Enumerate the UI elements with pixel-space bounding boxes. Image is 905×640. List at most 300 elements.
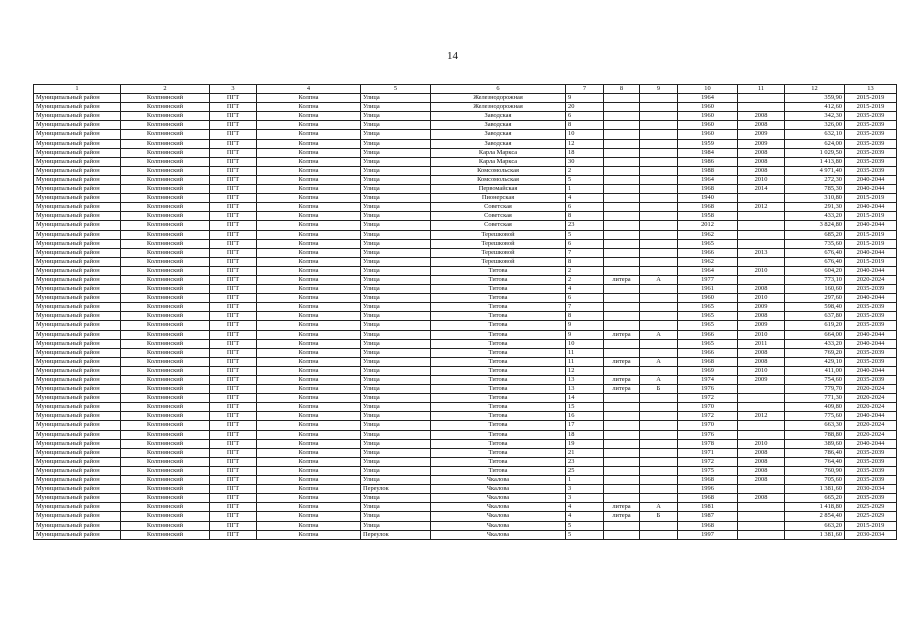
- cell-district-type: Муниципальный район: [34, 94, 121, 103]
- cell-year-built: 1969: [678, 366, 738, 375]
- cell-district-name: Колпнянский: [121, 148, 210, 157]
- cell-year-built: 2012: [678, 221, 738, 230]
- cell-district-type: Муниципальный район: [34, 512, 121, 521]
- cell-letter: [640, 321, 678, 330]
- cell-settlement-type: ПГТ: [210, 357, 257, 366]
- cell-year-built: 1968: [678, 476, 738, 485]
- cell-house-number: 16: [566, 412, 604, 421]
- cell-settlement-name: Колпна: [257, 103, 361, 112]
- table-row: [34, 157, 897, 166]
- cell-settlement-type: ПГТ: [210, 175, 257, 184]
- cell-period: 2035-2039: [845, 303, 897, 312]
- cell-period: 2030-2034: [845, 485, 897, 494]
- cell-year-repaired: [738, 103, 785, 112]
- cell-house-number: 7: [566, 303, 604, 312]
- cell-letter-label: литера: [604, 376, 640, 385]
- cell-district-type: Муниципальный район: [34, 239, 121, 248]
- cell-area: 735,60: [785, 239, 845, 248]
- cell-period: 2035-2039: [845, 494, 897, 503]
- cell-district-name: Колпнянский: [121, 303, 210, 312]
- cell-settlement-name: Колпна: [257, 494, 361, 503]
- cell-settlement-name: Колпна: [257, 203, 361, 212]
- cell-street-name: Титова: [431, 348, 566, 357]
- cell-district-name: Колпнянский: [121, 385, 210, 394]
- table-row: [34, 266, 897, 275]
- cell-year-built: 1996: [678, 485, 738, 494]
- cell-letter-label: литера: [604, 275, 640, 284]
- cell-district-type: Муниципальный район: [34, 457, 121, 466]
- cell-period: 2035-2039: [845, 166, 897, 175]
- cell-year-built: 1965: [678, 303, 738, 312]
- cell-settlement-name: Колпна: [257, 457, 361, 466]
- cell-letter-label: [604, 203, 640, 212]
- cell-letter-label: [604, 266, 640, 275]
- cell-settlement-name: Колпна: [257, 230, 361, 239]
- cell-period: 2040-2044: [845, 203, 897, 212]
- cell-year-built: 1981: [678, 503, 738, 512]
- cell-district-type: Муниципальный район: [34, 348, 121, 357]
- cell-street-name: Первомайская: [431, 185, 566, 194]
- cell-street-type: Улица: [361, 121, 431, 130]
- cell-house-number: 23: [566, 457, 604, 466]
- cell-year-repaired: 2010: [738, 266, 785, 275]
- cell-settlement-type: ПГТ: [210, 194, 257, 203]
- cell-period: 2040-2044: [845, 366, 897, 375]
- cell-year-built: 1959: [678, 139, 738, 148]
- cell-settlement-type: ПГТ: [210, 512, 257, 521]
- cell-year-repaired: 2008: [738, 457, 785, 466]
- cell-period: 2040-2044: [845, 185, 897, 194]
- cell-area: 637,80: [785, 312, 845, 321]
- cell-settlement-type: ПГТ: [210, 294, 257, 303]
- cell-house-number: 6: [566, 203, 604, 212]
- cell-district-type: Муниципальный район: [34, 339, 121, 348]
- cell-district-name: Колпнянский: [121, 294, 210, 303]
- cell-year-repaired: 2009: [738, 303, 785, 312]
- cell-district-name: Колпнянский: [121, 94, 210, 103]
- cell-settlement-name: Колпна: [257, 175, 361, 184]
- cell-district-name: Колпнянский: [121, 394, 210, 403]
- cell-street-type: Улица: [361, 285, 431, 294]
- cell-street-type: Улица: [361, 275, 431, 284]
- cell-letter: А: [640, 376, 678, 385]
- cell-period: 2020-2024: [845, 421, 897, 430]
- table-row: [34, 476, 897, 485]
- cell-settlement-name: Колпна: [257, 503, 361, 512]
- cell-year-repaired: 2013: [738, 248, 785, 257]
- cell-district-type: Муниципальный район: [34, 166, 121, 175]
- cell-street-name: Титова: [431, 421, 566, 430]
- cell-street-name: Советская: [431, 212, 566, 221]
- cell-street-type: Улица: [361, 103, 431, 112]
- cell-period: 2035-2039: [845, 357, 897, 366]
- cell-district-name: Колпнянский: [121, 457, 210, 466]
- cell-letter-label: [604, 285, 640, 294]
- cell-settlement-type: ПГТ: [210, 166, 257, 175]
- cell-house-number: 5: [566, 175, 604, 184]
- cell-house-number: 8: [566, 312, 604, 321]
- cell-settlement-name: Колпна: [257, 512, 361, 521]
- cell-area: 2 854,40: [785, 512, 845, 521]
- cell-period: 2035-2039: [845, 476, 897, 485]
- cell-year-built: 1960: [678, 103, 738, 112]
- cell-year-repaired: [738, 385, 785, 394]
- cell-year-repaired: [738, 403, 785, 412]
- cell-letter: [640, 394, 678, 403]
- cell-house-number: 6: [566, 294, 604, 303]
- cell-street-type: Улица: [361, 221, 431, 230]
- cell-street-name: Титова: [431, 275, 566, 284]
- cell-area: 676,40: [785, 248, 845, 257]
- cell-district-type: Муниципальный район: [34, 466, 121, 475]
- cell-letter: [640, 94, 678, 103]
- cell-house-number: 2: [566, 275, 604, 284]
- cell-settlement-type: ПГТ: [210, 448, 257, 457]
- cell-letter: [640, 157, 678, 166]
- cell-settlement-name: Колпна: [257, 303, 361, 312]
- cell-settlement-name: Колпна: [257, 385, 361, 394]
- table-row: [34, 366, 897, 375]
- cell-year-built: 1960: [678, 121, 738, 130]
- cell-settlement-type: ПГТ: [210, 230, 257, 239]
- cell-letter-label: [604, 121, 640, 130]
- cell-house-number: 15: [566, 403, 604, 412]
- cell-year-built: 1974: [678, 376, 738, 385]
- cell-year-repaired: 2008: [738, 166, 785, 175]
- cell-settlement-name: Колпна: [257, 421, 361, 430]
- cell-settlement-name: Колпна: [257, 430, 361, 439]
- table-row: [34, 521, 897, 530]
- cell-settlement-type: ПГТ: [210, 203, 257, 212]
- cell-year-repaired: 2010: [738, 330, 785, 339]
- cell-settlement-type: ПГТ: [210, 221, 257, 230]
- cell-district-type: Муниципальный район: [34, 321, 121, 330]
- cell-house-number: 25: [566, 466, 604, 475]
- cell-letter: [640, 530, 678, 539]
- cell-year-built: 1968: [678, 357, 738, 366]
- cell-period: 2035-2039: [845, 112, 897, 121]
- cell-district-type: Муниципальный район: [34, 285, 121, 294]
- cell-area: 786,40: [785, 448, 845, 457]
- cell-street-name: Титова: [431, 385, 566, 394]
- cell-period: 2035-2039: [845, 139, 897, 148]
- cell-year-built: 1968: [678, 203, 738, 212]
- table-row: [34, 312, 897, 321]
- cell-settlement-type: ПГТ: [210, 185, 257, 194]
- cell-year-repaired: 2010: [738, 439, 785, 448]
- cell-letter-label: [604, 430, 640, 439]
- cell-period: 2035-2039: [845, 321, 897, 330]
- cell-house-number: 9: [566, 94, 604, 103]
- cell-district-name: Колпнянский: [121, 376, 210, 385]
- cell-letter-label: [604, 230, 640, 239]
- cell-area: 1 418,80: [785, 503, 845, 512]
- cell-settlement-type: ПГТ: [210, 121, 257, 130]
- cell-district-name: Колпнянский: [121, 203, 210, 212]
- cell-year-built: 1964: [678, 175, 738, 184]
- cell-street-type: Улица: [361, 166, 431, 175]
- cell-settlement-name: Колпна: [257, 466, 361, 475]
- column-header-5: 5: [361, 85, 431, 94]
- cell-settlement-name: Колпна: [257, 476, 361, 485]
- table-row: [34, 412, 897, 421]
- cell-street-type: Улица: [361, 239, 431, 248]
- cell-year-built: 1965: [678, 239, 738, 248]
- cell-street-type: Улица: [361, 512, 431, 521]
- cell-house-number: 6: [566, 112, 604, 121]
- cell-year-repaired: 2010: [738, 294, 785, 303]
- cell-district-type: Муниципальный район: [34, 448, 121, 457]
- column-header-1: 1: [34, 85, 121, 94]
- cell-district-type: Муниципальный район: [34, 175, 121, 184]
- cell-street-name: Титова: [431, 439, 566, 448]
- cell-house-number: 13: [566, 385, 604, 394]
- cell-street-name: Советская: [431, 203, 566, 212]
- cell-street-name: Чкалова: [431, 485, 566, 494]
- cell-area: 769,20: [785, 348, 845, 357]
- cell-letter-label: литера: [604, 385, 640, 394]
- table-row: [34, 421, 897, 430]
- cell-house-number: 4: [566, 285, 604, 294]
- cell-letter: [640, 457, 678, 466]
- cell-period: 2035-2039: [845, 130, 897, 139]
- cell-district-type: Муниципальный район: [34, 312, 121, 321]
- cell-house-number: 10: [566, 339, 604, 348]
- cell-letter-label: [604, 439, 640, 448]
- cell-letter-label: [604, 412, 640, 421]
- cell-letter-label: [604, 312, 640, 321]
- cell-street-name: Титова: [431, 366, 566, 375]
- cell-settlement-name: Колпна: [257, 339, 361, 348]
- cell-settlement-type: ПГТ: [210, 285, 257, 294]
- table-row: [34, 175, 897, 184]
- cell-street-name: Карла Маркса: [431, 157, 566, 166]
- cell-year-built: 1972: [678, 457, 738, 466]
- column-header-9: 9: [640, 85, 678, 94]
- cell-settlement-name: Колпна: [257, 148, 361, 157]
- cell-district-type: Муниципальный район: [34, 330, 121, 339]
- cell-year-repaired: [738, 230, 785, 239]
- cell-letter: [640, 439, 678, 448]
- table-row: [34, 385, 897, 394]
- cell-year-built: 1968: [678, 185, 738, 194]
- cell-street-type: Улица: [361, 412, 431, 421]
- cell-district-type: Муниципальный район: [34, 439, 121, 448]
- cell-street-name: Карла Маркса: [431, 148, 566, 157]
- cell-district-name: Колпнянский: [121, 166, 210, 175]
- cell-period: 2035-2039: [845, 457, 897, 466]
- cell-settlement-type: ПГТ: [210, 466, 257, 475]
- cell-letter-label: [604, 457, 640, 466]
- cell-house-number: 5: [566, 521, 604, 530]
- cell-settlement-name: Колпна: [257, 485, 361, 494]
- cell-settlement-type: ПГТ: [210, 348, 257, 357]
- cell-letter-label: [604, 112, 640, 121]
- cell-period: 2040-2044: [845, 412, 897, 421]
- table-row: [34, 130, 897, 139]
- cell-letter: [640, 485, 678, 494]
- cell-street-type: Переулок: [361, 485, 431, 494]
- column-header-4: 4: [257, 85, 361, 94]
- table-row: [34, 357, 897, 366]
- cell-period: 2020-2024: [845, 275, 897, 284]
- cell-year-built: 1962: [678, 257, 738, 266]
- cell-house-number: 2: [566, 266, 604, 275]
- cell-year-repaired: 2012: [738, 412, 785, 421]
- cell-street-type: Улица: [361, 421, 431, 430]
- cell-house-number: 4: [566, 503, 604, 512]
- column-header-8: 8: [604, 85, 640, 94]
- cell-letter: [640, 185, 678, 194]
- cell-district-type: Муниципальный район: [34, 385, 121, 394]
- cell-street-type: Улица: [361, 266, 431, 275]
- cell-letter-label: [604, 366, 640, 375]
- cell-street-type: Улица: [361, 376, 431, 385]
- cell-year-repaired: 2008: [738, 285, 785, 294]
- cell-settlement-type: ПГТ: [210, 148, 257, 157]
- cell-street-type: Улица: [361, 339, 431, 348]
- cell-district-name: Колпнянский: [121, 175, 210, 184]
- cell-year-built: 1966: [678, 330, 738, 339]
- cell-letter: [640, 312, 678, 321]
- cell-settlement-name: Колпна: [257, 348, 361, 357]
- cell-settlement-type: ПГТ: [210, 303, 257, 312]
- cell-house-number: 8: [566, 121, 604, 130]
- cell-street-name: Чкалова: [431, 476, 566, 485]
- cell-area: 160,60: [785, 285, 845, 294]
- cell-letter: [640, 448, 678, 457]
- cell-area: 409,80: [785, 403, 845, 412]
- cell-period: 2040-2044: [845, 266, 897, 275]
- cell-street-name: Комсомольская: [431, 175, 566, 184]
- cell-letter-label: [604, 321, 640, 330]
- cell-period: 2025-2029: [845, 512, 897, 521]
- cell-district-type: Муниципальный район: [34, 221, 121, 230]
- cell-district-type: Муниципальный район: [34, 503, 121, 512]
- cell-settlement-name: Колпна: [257, 248, 361, 257]
- cell-period: 2040-2044: [845, 294, 897, 303]
- table-row: [34, 530, 897, 539]
- cell-settlement-type: ПГТ: [210, 130, 257, 139]
- cell-district-type: Муниципальный район: [34, 157, 121, 166]
- cell-district-type: Муниципальный район: [34, 421, 121, 430]
- cell-letter-label: [604, 185, 640, 194]
- cell-settlement-name: Колпна: [257, 403, 361, 412]
- cell-street-type: Улица: [361, 503, 431, 512]
- cell-letter-label: [604, 130, 640, 139]
- table-row: [34, 248, 897, 257]
- cell-year-repaired: [738, 194, 785, 203]
- cell-house-number: 3: [566, 494, 604, 503]
- cell-street-type: Улица: [361, 521, 431, 530]
- cell-period: 2035-2039: [845, 376, 897, 385]
- cell-district-name: Колпнянский: [121, 357, 210, 366]
- cell-letter: [640, 203, 678, 212]
- cell-year-repaired: 2009: [738, 139, 785, 148]
- cell-year-repaired: [738, 239, 785, 248]
- cell-street-type: Улица: [361, 257, 431, 266]
- cell-area: 429,10: [785, 357, 845, 366]
- cell-year-repaired: 2008: [738, 448, 785, 457]
- cell-letter-label: [604, 448, 640, 457]
- cell-district-type: Муниципальный район: [34, 194, 121, 203]
- cell-district-name: Колпнянский: [121, 503, 210, 512]
- cell-street-type: Улица: [361, 230, 431, 239]
- cell-settlement-type: ПГТ: [210, 412, 257, 421]
- cell-street-name: Терешковой: [431, 239, 566, 248]
- cell-year-built: 1964: [678, 94, 738, 103]
- cell-period: 2030-2034: [845, 530, 897, 539]
- cell-letter: [640, 403, 678, 412]
- cell-period: 2015-2019: [845, 521, 897, 530]
- cell-area: 619,20: [785, 321, 845, 330]
- cell-district-name: Колпнянский: [121, 421, 210, 430]
- cell-street-name: Титова: [431, 448, 566, 457]
- cell-district-type: Муниципальный район: [34, 103, 121, 112]
- cell-settlement-name: Колпна: [257, 257, 361, 266]
- cell-period: 2035-2039: [845, 466, 897, 475]
- cell-street-type: Улица: [361, 466, 431, 475]
- cell-street-name: Титова: [431, 285, 566, 294]
- cell-area: 1 029,50: [785, 148, 845, 157]
- cell-street-name: Чкалова: [431, 512, 566, 521]
- cell-district-name: Колпнянский: [121, 275, 210, 284]
- table-row: [34, 457, 897, 466]
- cell-area: 412,60: [785, 103, 845, 112]
- cell-district-name: Колпнянский: [121, 485, 210, 494]
- cell-year-repaired: 2008: [738, 357, 785, 366]
- cell-house-number: 23: [566, 221, 604, 230]
- cell-street-type: Улица: [361, 248, 431, 257]
- cell-district-type: Муниципальный район: [34, 521, 121, 530]
- cell-period: 2035-2039: [845, 348, 897, 357]
- cell-district-type: Муниципальный район: [34, 366, 121, 375]
- cell-year-repaired: 2008: [738, 148, 785, 157]
- cell-period: 2035-2039: [845, 121, 897, 130]
- cell-district-name: Колпнянский: [121, 512, 210, 521]
- cell-letter-label: [604, 485, 640, 494]
- cell-district-type: Муниципальный район: [34, 121, 121, 130]
- cell-settlement-type: ПГТ: [210, 321, 257, 330]
- cell-year-built: 1966: [678, 248, 738, 257]
- cell-letter: А: [640, 275, 678, 284]
- cell-letter-label: [604, 421, 640, 430]
- cell-year-built: 1972: [678, 394, 738, 403]
- cell-street-type: Улица: [361, 403, 431, 412]
- cell-settlement-name: Колпна: [257, 312, 361, 321]
- cell-letter-label: литера: [604, 503, 640, 512]
- cell-letter-label: [604, 221, 640, 230]
- cell-area: 663,20: [785, 521, 845, 530]
- cell-letter: [640, 430, 678, 439]
- table-row: [34, 166, 897, 175]
- table-row: [34, 430, 897, 439]
- cell-settlement-name: Колпна: [257, 330, 361, 339]
- table-row: [34, 221, 897, 230]
- cell-district-type: Муниципальный район: [34, 376, 121, 385]
- cell-settlement-name: Колпна: [257, 157, 361, 166]
- table-row: [34, 285, 897, 294]
- table-row: [34, 239, 897, 248]
- cell-period: 2040-2044: [845, 439, 897, 448]
- cell-letter: [640, 194, 678, 203]
- cell-settlement-name: Колпна: [257, 266, 361, 275]
- cell-year-built: 1965: [678, 321, 738, 330]
- table-body: [34, 85, 897, 540]
- cell-district-type: Муниципальный район: [34, 266, 121, 275]
- page-number: 14: [447, 50, 458, 62]
- cell-year-repaired: 2008: [738, 112, 785, 121]
